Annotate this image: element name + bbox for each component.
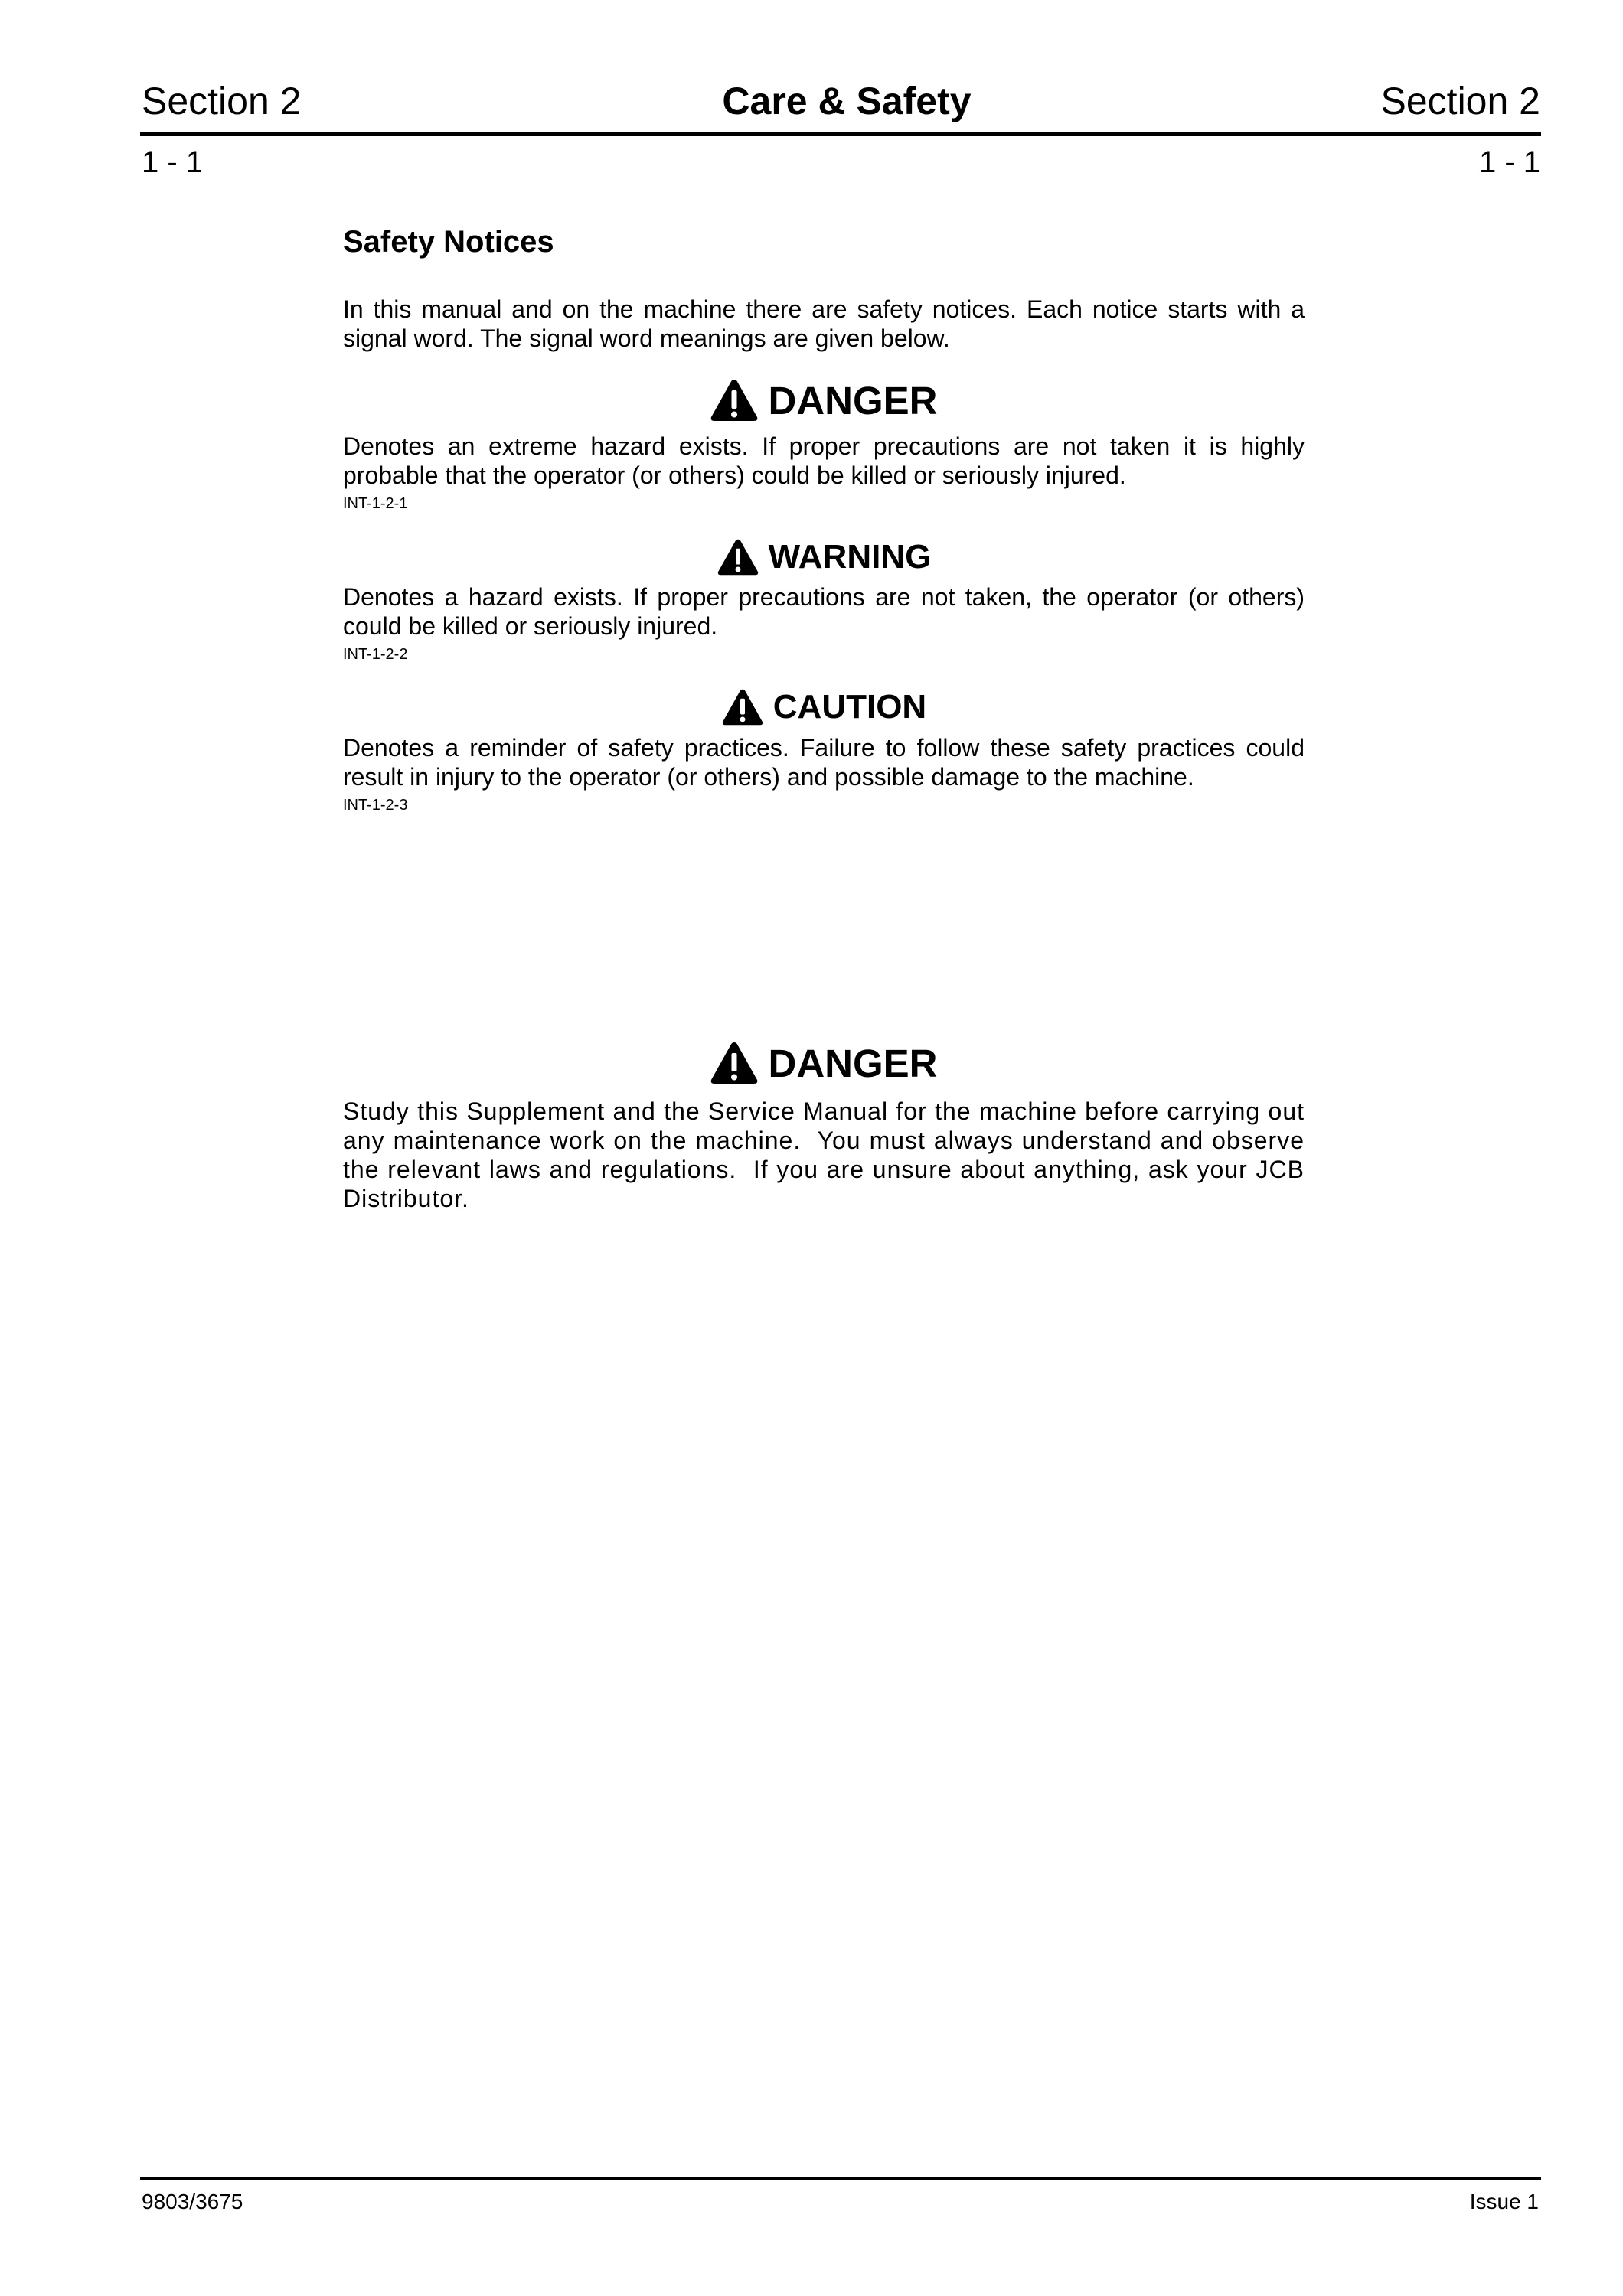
header-title: Care & Safety [722, 80, 972, 122]
caution-notice-heading [343, 682, 1305, 732]
caution-reference-code: INT-1-2-3 [343, 797, 408, 814]
footer-issue: Issue 1 [1469, 2190, 1539, 2213]
caution-label: CAUTION [772, 688, 927, 726]
page-heading: Safety Notices [343, 225, 554, 259]
main-danger-description: Study this Supplement and the Service Manual for the machine before carrying out any maintenance work on the machine. You must always understand and observe the relevant laws and regulations. If you are unsure about anything, ask your JCB Distributor. [343, 1097, 1312, 1212]
footer-doc-number: 9803/3675 [142, 2190, 243, 2213]
warning-description: Denotes a hazard exists. If proper precautions are not taken, the operator (or others) could be killed or seriously injured. [343, 583, 1305, 640]
warning-triangle-icon [721, 688, 764, 726]
header-divider [140, 132, 1541, 136]
warning-reference-code: INT-1-2-2 [343, 646, 408, 663]
page-number-right: 1 - 1 [1478, 145, 1540, 179]
warning-triangle-icon [717, 538, 759, 576]
danger-notice-heading [343, 372, 1305, 429]
page-number-left: 1 - 1 [142, 145, 204, 179]
danger-description: Denotes an extreme hazard exists. If proper precautions are not taken it is highly probable that the operator (or others) could be killed or seriously injured. [343, 432, 1305, 489]
caution-description: Denotes a reminder of safety practices. Failure to follow these safety practices could result in injury to the operator (or others) and possible damage to the machine. [343, 734, 1305, 791]
main-danger-label: DANGER [768, 1041, 938, 1085]
danger-reference-code: INT-1-2-1 [343, 495, 408, 512]
intro-paragraph: In this manual and on the machine there are safety notices. Each notice starts with a signal word. The signal word meanings are given below. [343, 295, 1305, 352]
warning-triangle-icon [710, 378, 759, 422]
warning-triangle-icon [710, 1041, 759, 1085]
danger-label: DANGER [768, 378, 938, 422]
main-danger-heading [343, 1035, 1305, 1091]
header-section-left: Section 2 [142, 80, 302, 122]
warning-notice-heading [343, 532, 1305, 582]
footer-divider [140, 2177, 1541, 2180]
header-section-right: Section 2 [1380, 80, 1540, 122]
warning-label: WARNING [768, 538, 932, 576]
